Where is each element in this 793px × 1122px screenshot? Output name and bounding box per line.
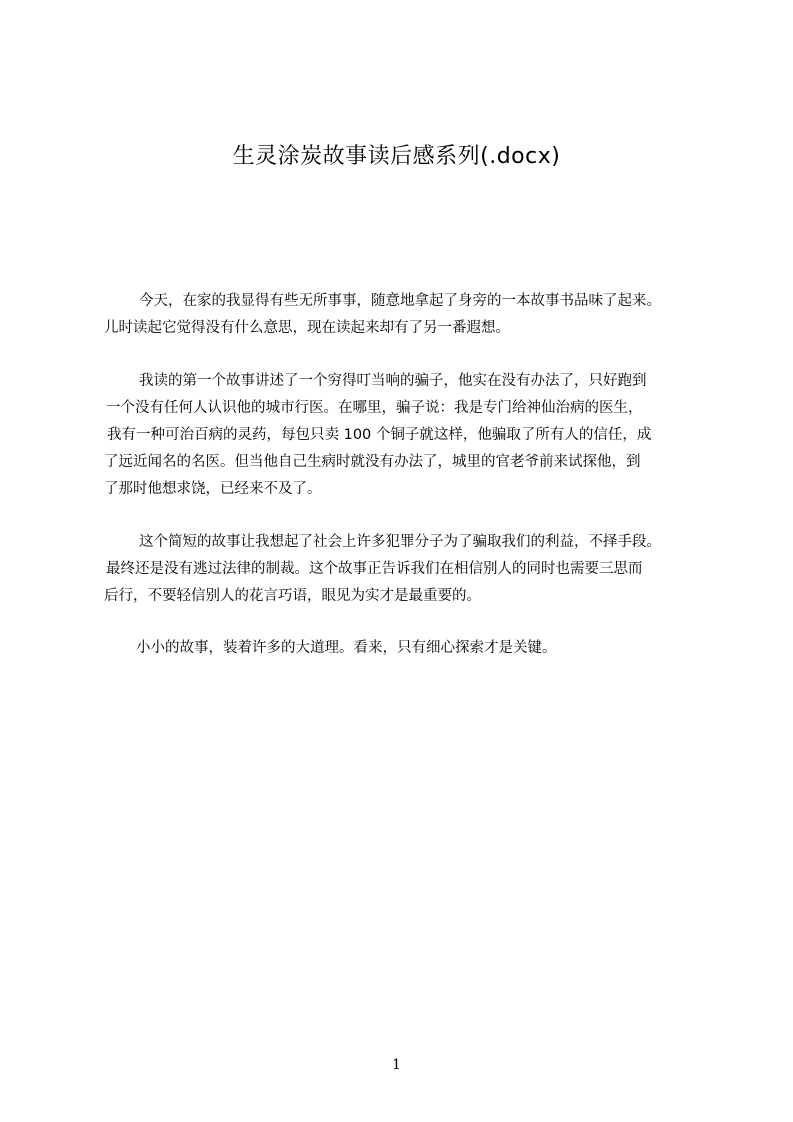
paragraph-3-line-2: 最终还是没有逃过法律的制裁。这个故事正告诉我们在相信别人的同时也需要三思而 <box>106 561 643 577</box>
paragraph-2-line-2: 一个没有任何人认识他的城市行医。在哪里，骗子说：我是专门给神仙治病的医生， <box>106 400 643 416</box>
paragraph-2-line-3: 我有一种可治百病的灵药，每包只卖 100 个铜子就这样，他骗取了所有人的信任，成 <box>107 427 652 443</box>
paragraph-3-line-3: 后行，不要轻信别人的花言巧语，眼见为实才是最重要的。 <box>104 588 481 604</box>
paragraph-2-line-4: 了远近闻名的名医。但当他自己生病时就没有办法了，城里的官老爷前来试探他，到 <box>104 454 641 470</box>
paragraph-3-line-1: 这个简短的故事让我想起了社会上许多犯罪分子为了骗取我们的利益，不择手段。 <box>139 534 661 550</box>
document-title: 生灵涂炭故事读后感系列(.docx) <box>232 144 561 169</box>
paragraph-4-line-1: 小小的故事，装着许多的大道理。看来，只有细心探索才是关键。 <box>136 640 557 656</box>
page-number: 1 <box>392 1057 401 1073</box>
paragraph-1-line-2: 儿时读起它觉得没有什么意思，现在读起来却有了另一番遐想。 <box>104 320 510 336</box>
paragraph-2-line-1: 我读的第一个故事讲述了一个穷得叮当响的骗子，他实在没有办法了，只好跑到 <box>139 373 647 389</box>
paragraph-2-line-5: 了那时他想求饶，已经来不及了。 <box>104 481 322 497</box>
paragraph-1-line-1: 今天，在家的我显得有些无所事事，随意地拿起了身旁的一本故事书品味了起来。 <box>139 293 661 309</box>
